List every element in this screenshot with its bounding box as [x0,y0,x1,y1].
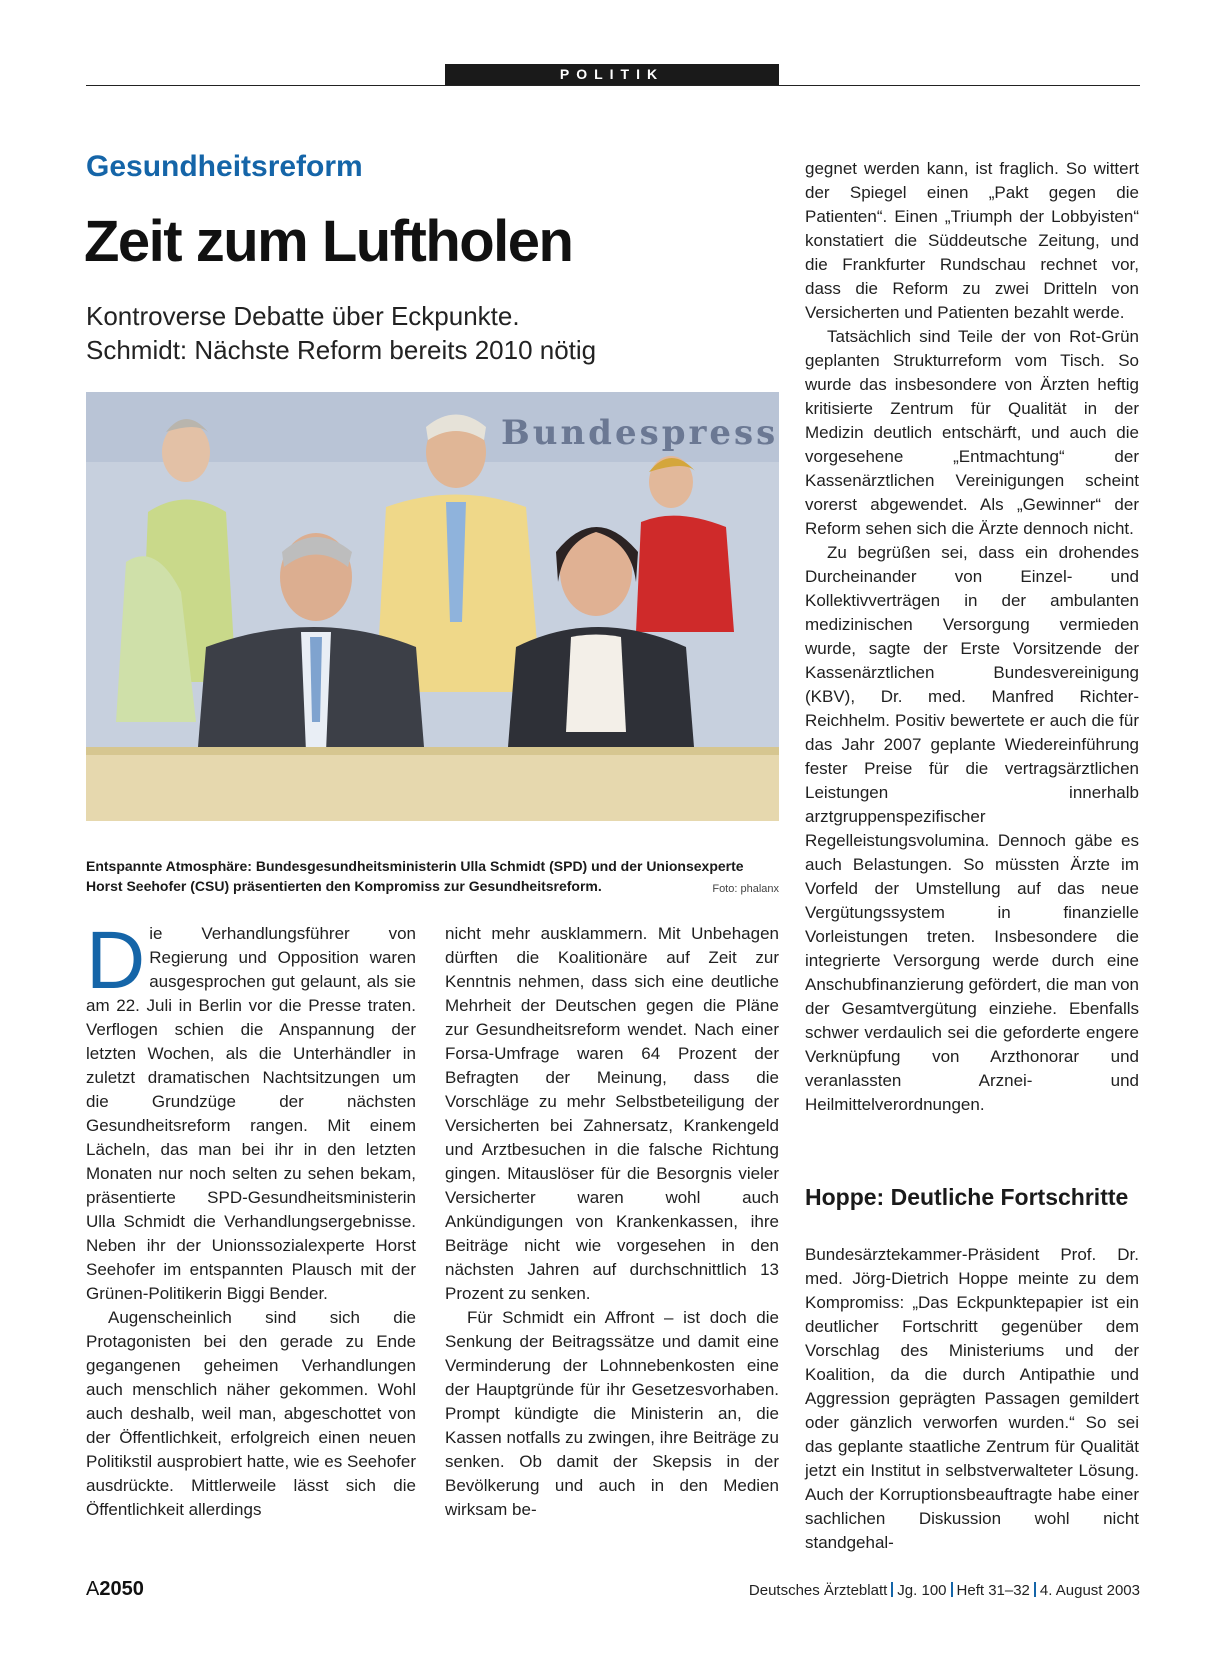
journal-name: Deutsches Ärzteblatt [748,1582,888,1599]
paragraph-1 [86,915,416,1306]
paragraph-1-text: ie Verhandlungsführer von Regierung und Opposition waren ausgesprochen gut gelaunt, als sie am 22. Juli in Berlin vor die Presse traten. Verflogen schien die Anspannung der letzten Wochen, als die Unterhändler in zuletzt dramatischen Nachtsitzungen um die Grundzüge der nächsten Gesundheitsreform rangen. Mit einem Lächeln, das man bei ihr in den letzten Monaten nur noch selten zu sehen bekam, präsentierte SPD-Gesundheitsministerin Ulla Schmidt die Verhandlungsergebnisse. Neben ihr der Unionssozialexperte Horst Seehofer im entspannten Plausch mit der Grünen-Politikerin Biggi Bender. [86,924,416,1303]
paragraph-3: nicht mehr ausklammern. Mit Unbehagen dürften die Koalitionäre auf Zeit zur Kenntnis nehmen, dass sich eine deutliche Mehrheit der Deutschen gegen die Pläne zur Gesundheitsreform wendet. Nach einer Forsa-Umfrage waren 64 Prozent der Befragten der Meinung, dass die Vorschläge zu mehr Selbstbeteiligung der Versicherten bei Zahnersatz, Krankengeld und Arztbesuchen in die falsche Richtung gingen. Mitauslöser für die Besorgnis vieler Versicherter waren wohl auch Ankündigungen von Krankenkassen, ihre Beiträge nicht wie vorgesehen in den nächsten Jahren auf durchschnittlich 13 Prozent zu senken. [445,924,779,1303]
journal-date: 4. August 2003 [1039,1582,1140,1599]
paragraph-5: gegnet werden kann, ist fraglich. So wittert der Spiegel einen „Pakt gegen die Patienten“. Einen „Triumph der Lobbyisten“ konstatiert die Süddeutsche Zeitung, und die Frankfurter Rundschau rechnet vor, dass die Reform zu zwei Dritteln von Versicherten und Patienten bezahlt werde. [805,159,1139,322]
drop-cap: D [86,915,146,1006]
page-prefix: A [86,1578,100,1600]
paragraph-4: Für Schmidt ein Affront – ist doch die Senkung der Beitragssätze und damit eine Verminderung der Lohnnebenkosten eine der Hauptgründe für ihr Gesetzesvorhaben. Prompt kündigte die Ministerin an, die Kassen notfalls zu zwingen, ihre Beiträge zu senken. Ob damit der Skepsis in der Bevölkerung und auch in den Medien wirksam be- [445,1308,779,1519]
photo-caption [86,856,779,899]
backdrop-lettering: Bundespress [501,413,779,453]
article-kicker: Gesundheitsreform [86,150,363,183]
press-conference-photo [86,392,779,821]
page-number [86,1578,144,1601]
section-label: POLITIK [445,64,779,85]
text-column-2 [445,922,779,1522]
paragraph-7: Zu begrüßen sei, dass ein drohendes Durcheinander von Einzel- und Kollektivverträgen in der ambulanten medizinischen Versorgung vermieden wurde, sagte der Erste Vorsitzende der Kassenärztlichen Bundesvereinigung (KBV), Dr. med. Manfred Richter-Reichhelm. Positiv bewertete er auch die für das Jahr 2007 geplante Wiedereinführung fester Preise für die vertragsärztlichen Leistungen innerhalb arztgruppenspezifischer Regelleistungsvolumina. Dennoch gäbe es auch Belastungen. So müssten Ärzte im Vorfeld der Umstellung auf das neue Vergütungssystem in finanzielle Vorleistungen treten. Insbesondere die integrierte Versorgung werde durch eine Anschubfinanzierung gefördert, die man von der Gesamtvergütung einziehe. Ebenfalls schwer verdaulich sei die geforderte engere Verknüpfung von Arzthonorar und veranlassten Arznei- und Heilmittelverordnungen. [805,543,1139,1114]
journal-volume: Jg. 100 [897,1582,947,1599]
journal-issue: Heft 31–32 [956,1582,1030,1599]
deck-line-1: Kontroverse Debatte über Eckpunkte. [86,301,520,331]
paragraph-6: Tatsächlich sind Teile der von Rot-Grün geplanten Strukturreform vom Tisch. So wurde das insbesondere von Ärzten heftig kritisierte Zentrum für Qualität in der Medizin deutlich entschärft, und auch die vorgesehene „Entmachtung“ der Kassenärztlichen Vereinigungen scheint vorerst abgewendet. Als „Gewinner“ der Reform sehen sich die Ärzte dennoch nicht. [805,327,1139,538]
text-column-3-top [805,157,1139,1117]
footer-separator [1034,1582,1036,1597]
caption-text: Entspannte Atmosphäre: Bundesgesundheitsministerin Ulla Schmidt (SPD) und der Unionsexperte Horst Seehofer (CSU) präsentierten den Kompromiss zur Gesundheitsreform. [86,858,744,894]
footer-separator [951,1582,953,1597]
page-number-value: 2050 [99,1578,144,1600]
article-headline: Zeit zum Luftholen [84,209,573,274]
paragraph-2: Augenscheinlich sind sich die Protagonisten bei den gerade zu Ende gegangenen geheimen Verhandlungen auch menschlich näher gekommen. Wohl auch deshalb, weil man, abgeschottet von der Öffentlichkeit, erfolgreich einen neuen Politikstil ausprobiert hatte, wie es Seehofer ausdrückte. Mittlerweile lässt sich die Öffentlichkeit allerdings [86,1308,416,1519]
article-deck [86,299,726,367]
article-photo [86,392,779,821]
text-column-1 [86,915,416,1522]
text-column-3-bottom [805,1243,1139,1555]
journal-footer [700,1582,1140,1599]
footer-separator [891,1582,893,1597]
section-subhead: Hoppe: Deutliche Fortschritte [805,1184,1129,1210]
photo-credit: Foto: phalanx [712,883,779,895]
deck-line-2: Schmidt: Nächste Reform bereits 2010 nötig [86,335,597,365]
header-rule [86,85,1140,86]
paragraph-8: Bundesärztekammer-Präsident Prof. Dr. med. Jörg-Dietrich Hoppe meinte zu dem Kompromiss: „Das Eckpunktepapier ist ein deutlicher Fortschritt gegenüber dem Vorschlag des Ministeriums und der Koalition, da die durch Antipathie und Aggression geprägten Passagen gemildert oder gänzlich verworfen wurden.“ So sei das geplante staatliche Zentrum für Qualität jetzt ein Institut in selbstverwalteter Lösung. Auch der Korruptionsbeauftragte habe einer sachlichen Diskussion wohl nicht standgehal- [805,1245,1139,1552]
